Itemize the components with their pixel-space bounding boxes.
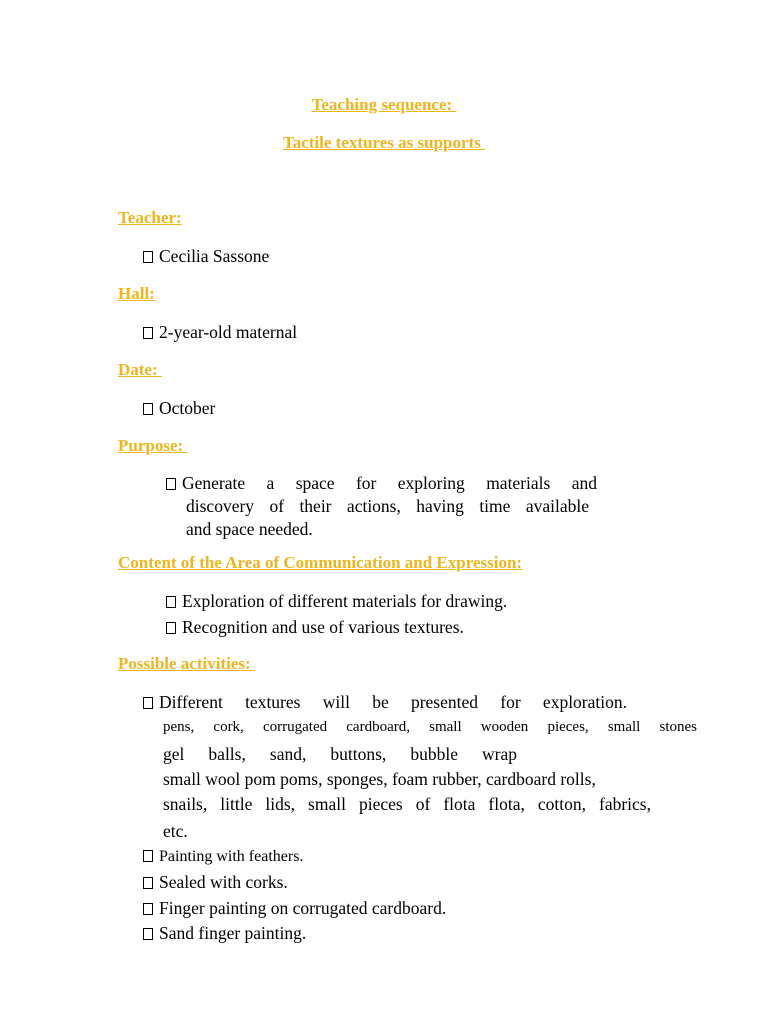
activity-item-1-line-3: gel balls, sand, buttons, bubble wrap	[163, 744, 517, 764]
box-bullet-icon	[166, 596, 176, 608]
activity-text-1: Different textures will be presented for exploration.	[159, 692, 627, 712]
box-bullet-icon	[143, 251, 153, 263]
content-item-1	[166, 590, 507, 612]
box-bullet-icon	[143, 928, 153, 940]
teacher-name: Cecilia Sassone	[159, 246, 270, 266]
content-text-2: Recognition and use of various textures.	[182, 617, 464, 637]
teacher-item	[143, 245, 269, 267]
activities-heading: Possible activities:	[118, 654, 255, 673]
purpose-line-3: and space needed.	[186, 519, 313, 539]
activity-item-2	[143, 846, 303, 868]
activity-item-3	[143, 871, 288, 893]
purpose-text-1: Generate a space for exploring materials and	[182, 473, 597, 493]
activity-text-2: Painting with feathers.	[159, 848, 304, 865]
activity-item-4	[143, 897, 446, 919]
activity-item-5	[143, 922, 306, 944]
purpose-line-2: discovery of their actions, having time available	[186, 496, 589, 516]
activity-item-1-line-1	[143, 691, 627, 714]
hall-heading: Hall:	[118, 284, 155, 303]
box-bullet-icon	[166, 622, 176, 634]
activity-item-1-line-4: small wool pom poms, sponges, foam rubber, cardboard rolls,	[163, 769, 596, 789]
box-bullet-icon	[166, 478, 176, 490]
activity-item-1-line-6: etc.	[163, 821, 188, 841]
content-text-1: Exploration of different materials for drawing.	[182, 591, 508, 611]
activity-text-4: Finger painting on corrugated cardboard.	[159, 898, 447, 918]
box-bullet-icon	[143, 903, 153, 915]
date-value: October	[159, 398, 216, 418]
activity-item-1-line-2: pens, cork, corrugated cardboard, small wooden pieces, small stones	[163, 719, 697, 735]
content-heading: Content of the Area of Communication and Expression:	[118, 553, 523, 572]
hall-item	[143, 321, 297, 343]
box-bullet-icon	[143, 697, 153, 709]
purpose-heading: Purpose:	[118, 436, 188, 455]
purpose-line-1	[166, 472, 597, 495]
content-item-2	[166, 616, 464, 638]
activity-item-1-line-5: snails, little lids, small pieces of flota flota, cotton, fabrics,	[163, 794, 651, 814]
hall-value: 2-year-old maternal	[159, 322, 298, 342]
box-bullet-icon	[143, 877, 153, 889]
box-bullet-icon	[143, 850, 153, 862]
box-bullet-icon	[143, 403, 153, 415]
box-bullet-icon	[143, 327, 153, 339]
date-item	[143, 397, 215, 419]
title-line-1: Teaching sequence:	[311, 95, 457, 114]
date-heading: Date:	[118, 360, 162, 379]
teacher-heading: Teacher:	[118, 208, 182, 227]
activity-text-5: Sand finger painting.	[159, 923, 307, 943]
title-line-2: Tactile textures as supports	[282, 133, 486, 152]
activity-text-3: Sealed with corks.	[159, 872, 288, 892]
